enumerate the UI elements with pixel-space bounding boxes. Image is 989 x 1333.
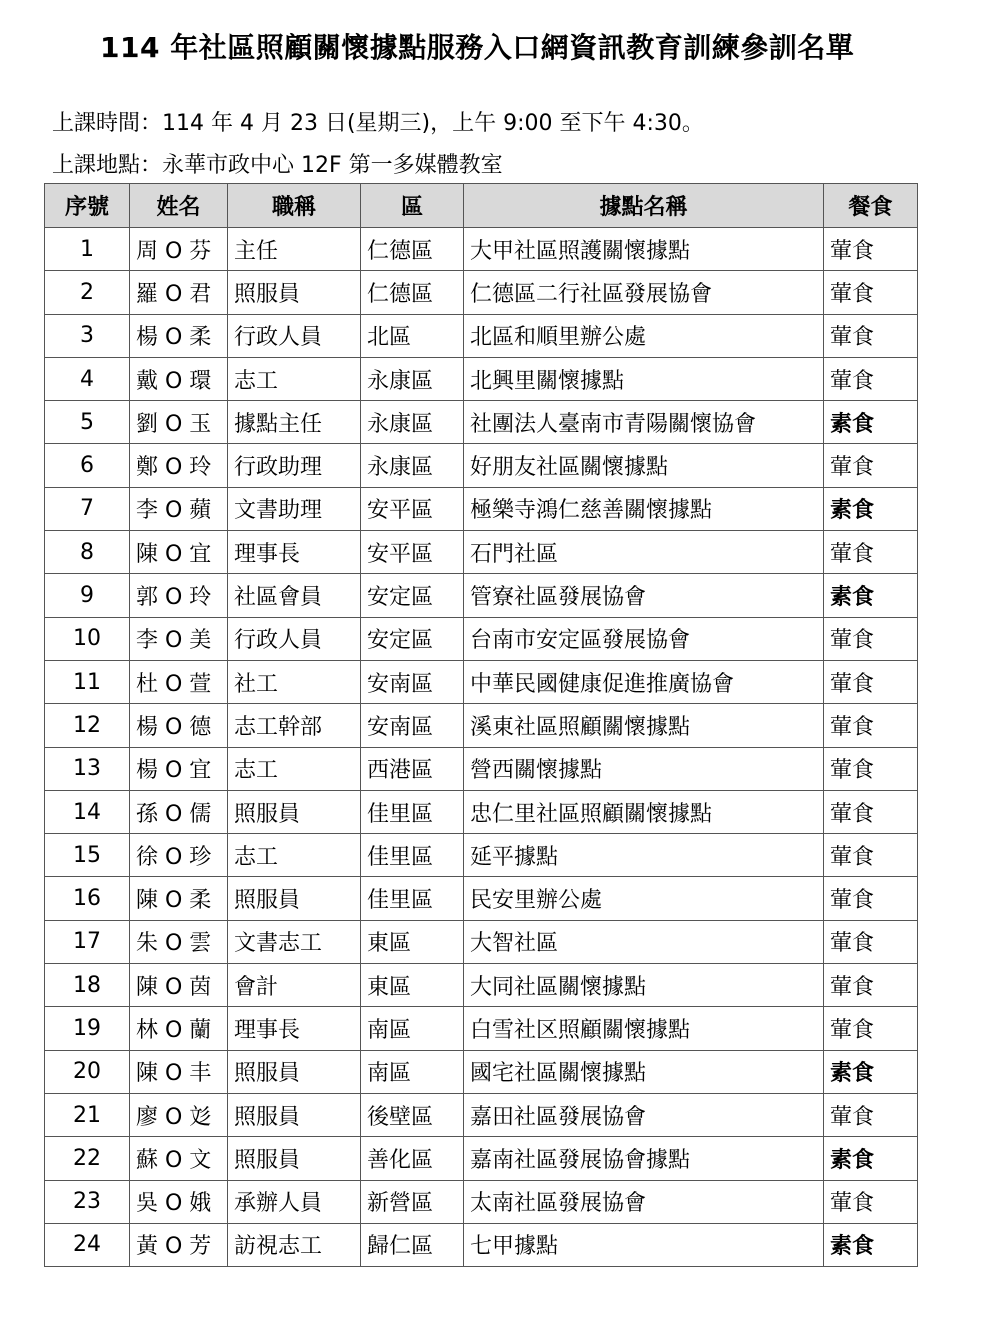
district: 永康區	[361, 444, 464, 487]
meal-choice: 葷食	[824, 1180, 918, 1223]
site-name: 嘉南社區發展協會據點	[464, 1137, 824, 1180]
site-name: 國宅社區關懷據點	[464, 1050, 824, 1093]
table-row	[45, 1137, 918, 1180]
row-number: 20	[45, 1050, 130, 1093]
row-number: 6	[45, 444, 130, 487]
district: 善化區	[361, 1137, 464, 1180]
meal-choice: 葷食	[824, 531, 918, 574]
district: 西港區	[361, 747, 464, 790]
page-title: 114 年社區照顧關懷據點服務入口網資訊教育訓練參訓名單	[100, 31, 855, 64]
meal-choice: 葷食	[824, 660, 918, 703]
row-number: 15	[45, 834, 130, 877]
job-title: 志工	[228, 747, 361, 790]
meal-choice: 葷食	[824, 228, 918, 271]
district: 永康區	[361, 401, 464, 444]
table-row	[45, 660, 918, 703]
meal-choice: 葷食	[824, 964, 918, 1007]
district: 佳里區	[361, 790, 464, 833]
meal-choice: 素食	[824, 1223, 918, 1266]
participant-name: 楊 O 宜	[130, 747, 228, 790]
row-number: 8	[45, 531, 130, 574]
district: 安定區	[361, 574, 464, 617]
participant-name: 郭 O 玲	[130, 574, 228, 617]
district: 南區	[361, 1007, 464, 1050]
district: 佳里區	[361, 834, 464, 877]
meal-choice: 葷食	[824, 444, 918, 487]
table-row	[45, 834, 918, 877]
district: 東區	[361, 920, 464, 963]
site-name: 嘉田社區發展協會	[464, 1093, 824, 1136]
site-name: 中華民國健康促進推廣協會	[464, 660, 824, 703]
job-title: 文書助理	[228, 487, 361, 530]
meal-choice: 素食	[824, 574, 918, 617]
row-number: 17	[45, 920, 130, 963]
job-title: 照服員	[228, 1093, 361, 1136]
table-row	[45, 531, 918, 574]
site-name: 營西關懷據點	[464, 747, 824, 790]
meal-choice: 葷食	[824, 920, 918, 963]
job-title: 會計	[228, 964, 361, 1007]
meal-choice: 葷食	[824, 1007, 918, 1050]
site-name: 延平據點	[464, 834, 824, 877]
job-title: 理事長	[228, 1007, 361, 1050]
site-name: 太南社區發展協會	[464, 1180, 824, 1223]
header-meal: 餐食	[824, 184, 918, 228]
job-title: 理事長	[228, 531, 361, 574]
job-title: 社工	[228, 660, 361, 703]
site-name: 大同社區關懷據點	[464, 964, 824, 1007]
table-row	[45, 964, 918, 1007]
meal-choice: 葷食	[824, 617, 918, 660]
job-title: 志工	[228, 357, 361, 400]
row-number: 16	[45, 877, 130, 920]
row-number: 11	[45, 660, 130, 703]
job-title: 文書志工	[228, 920, 361, 963]
site-name: 大甲社區照護關懷據點	[464, 228, 824, 271]
participant-name: 陳 O 宜	[130, 531, 228, 574]
district: 後壁區	[361, 1093, 464, 1136]
job-title: 據點主任	[228, 401, 361, 444]
job-title: 志工幹部	[228, 704, 361, 747]
row-number: 19	[45, 1007, 130, 1050]
row-number: 7	[45, 487, 130, 530]
participant-name: 楊 O 德	[130, 704, 228, 747]
site-name: 北區和順里辦公處	[464, 314, 824, 357]
participant-name: 蘇 O 文	[130, 1137, 228, 1180]
table-row	[45, 1223, 918, 1266]
table-row	[45, 487, 918, 530]
participant-name: 戴 O 環	[130, 357, 228, 400]
district: 安平區	[361, 531, 464, 574]
job-title: 照服員	[228, 1137, 361, 1180]
table-row	[45, 271, 918, 314]
participant-name: 黃 O 芳	[130, 1223, 228, 1266]
row-number: 12	[45, 704, 130, 747]
district: 安南區	[361, 660, 464, 703]
meal-choice: 素食	[824, 1050, 918, 1093]
site-name: 好朋友社區關懷據點	[464, 444, 824, 487]
row-number: 1	[45, 228, 130, 271]
header-site-name: 據點名稱	[464, 184, 824, 228]
table-row	[45, 704, 918, 747]
row-number: 2	[45, 271, 130, 314]
district: 安平區	[361, 487, 464, 530]
participant-name: 陳 O 柔	[130, 877, 228, 920]
participant-name: 李 O 美	[130, 617, 228, 660]
meal-choice: 素食	[824, 401, 918, 444]
row-number: 24	[45, 1223, 130, 1266]
row-number: 5	[45, 401, 130, 444]
district: 仁德區	[361, 271, 464, 314]
meal-choice: 葷食	[824, 747, 918, 790]
table-header-row	[45, 184, 918, 228]
table-row	[45, 790, 918, 833]
participant-name: 陳 O 茵	[130, 964, 228, 1007]
meal-choice: 葷食	[824, 271, 918, 314]
row-number: 14	[45, 790, 130, 833]
participant-name: 孫 O 儒	[130, 790, 228, 833]
district: 永康區	[361, 357, 464, 400]
meal-choice: 葷食	[824, 357, 918, 400]
table-row	[45, 1050, 918, 1093]
table-row	[45, 1180, 918, 1223]
job-title: 行政人員	[228, 314, 361, 357]
meal-choice: 葷食	[824, 704, 918, 747]
row-number: 18	[45, 964, 130, 1007]
row-number: 22	[45, 1137, 130, 1180]
table-row	[45, 877, 918, 920]
class-time-line: 上課時間：114 年 4 月 23 日(星期三)，上午 9:00 至下午 4:30。	[52, 111, 704, 136]
table-row	[45, 574, 918, 617]
site-name: 管寮社區發展協會	[464, 574, 824, 617]
site-name: 極樂寺鴻仁慈善關懷據點	[464, 487, 824, 530]
job-title: 照服員	[228, 877, 361, 920]
site-name: 民安里辦公處	[464, 877, 824, 920]
table-row	[45, 920, 918, 963]
table-row	[45, 1007, 918, 1050]
row-number: 9	[45, 574, 130, 617]
row-number: 4	[45, 357, 130, 400]
district: 南區	[361, 1050, 464, 1093]
district: 安定區	[361, 617, 464, 660]
site-name: 忠仁里社區照顧關懷據點	[464, 790, 824, 833]
header-district: 區	[361, 184, 464, 228]
meal-choice: 葷食	[824, 790, 918, 833]
table-row	[45, 617, 918, 660]
site-name: 白雪社区照顧關懷據點	[464, 1007, 824, 1050]
participant-name: 林 O 蘭	[130, 1007, 228, 1050]
row-number: 21	[45, 1093, 130, 1136]
table-row	[45, 747, 918, 790]
row-number: 10	[45, 617, 130, 660]
table-row	[45, 444, 918, 487]
participant-name: 朱 O 雲	[130, 920, 228, 963]
site-name: 大智社區	[464, 920, 824, 963]
job-title: 照服員	[228, 1050, 361, 1093]
district: 北區	[361, 314, 464, 357]
row-number: 3	[45, 314, 130, 357]
table-row	[45, 401, 918, 444]
job-title: 訪視志工	[228, 1223, 361, 1266]
participant-name: 鄭 O 玲	[130, 444, 228, 487]
district: 東區	[361, 964, 464, 1007]
site-name: 北興里關懷據點	[464, 357, 824, 400]
participant-name: 李 O 蘋	[130, 487, 228, 530]
site-name: 溪東社區照顧關懷據點	[464, 704, 824, 747]
job-title: 行政助理	[228, 444, 361, 487]
meal-choice: 素食	[824, 1137, 918, 1180]
site-name: 仁德區二行社區發展協會	[464, 271, 824, 314]
district: 安南區	[361, 704, 464, 747]
table-row	[45, 357, 918, 400]
row-number: 13	[45, 747, 130, 790]
header-name: 姓名	[130, 184, 228, 228]
meal-choice: 葷食	[824, 314, 918, 357]
table-row	[45, 1093, 918, 1136]
job-title: 照服員	[228, 271, 361, 314]
district: 仁德區	[361, 228, 464, 271]
participant-name: 劉 O 玉	[130, 401, 228, 444]
meal-choice: 葷食	[824, 834, 918, 877]
participant-name: 吳 O 娥	[130, 1180, 228, 1223]
site-name: 石門社區	[464, 531, 824, 574]
site-name: 社團法人臺南市青陽關懷協會	[464, 401, 824, 444]
participant-table	[44, 183, 918, 1267]
participant-name: 廖 O 彣	[130, 1093, 228, 1136]
job-title: 照服員	[228, 790, 361, 833]
participant-name: 徐 O 珍	[130, 834, 228, 877]
participant-name: 杜 O 萱	[130, 660, 228, 703]
table-body	[45, 228, 918, 1267]
meal-choice: 葷食	[824, 1093, 918, 1136]
site-name: 七甲據點	[464, 1223, 824, 1266]
row-number: 23	[45, 1180, 130, 1223]
job-title: 承辦人員	[228, 1180, 361, 1223]
meal-choice: 葷食	[824, 877, 918, 920]
district: 新營區	[361, 1180, 464, 1223]
table-row	[45, 314, 918, 357]
job-title: 主任	[228, 228, 361, 271]
participant-name: 羅 O 君	[130, 271, 228, 314]
header-number: 序號	[45, 184, 130, 228]
header-job-title: 職稱	[228, 184, 361, 228]
meal-choice: 素食	[824, 487, 918, 530]
district: 佳里區	[361, 877, 464, 920]
job-title: 志工	[228, 834, 361, 877]
participant-name: 楊 O 柔	[130, 314, 228, 357]
district: 歸仁區	[361, 1223, 464, 1266]
participant-name: 周 O 芬	[130, 228, 228, 271]
job-title: 行政人員	[228, 617, 361, 660]
table-row	[45, 228, 918, 271]
job-title: 社區會員	[228, 574, 361, 617]
site-name: 台南市安定區發展協會	[464, 617, 824, 660]
class-location-line: 上課地點：永華市政中心 12F 第一多媒體教室	[52, 153, 503, 178]
participant-name: 陳 O 丰	[130, 1050, 228, 1093]
